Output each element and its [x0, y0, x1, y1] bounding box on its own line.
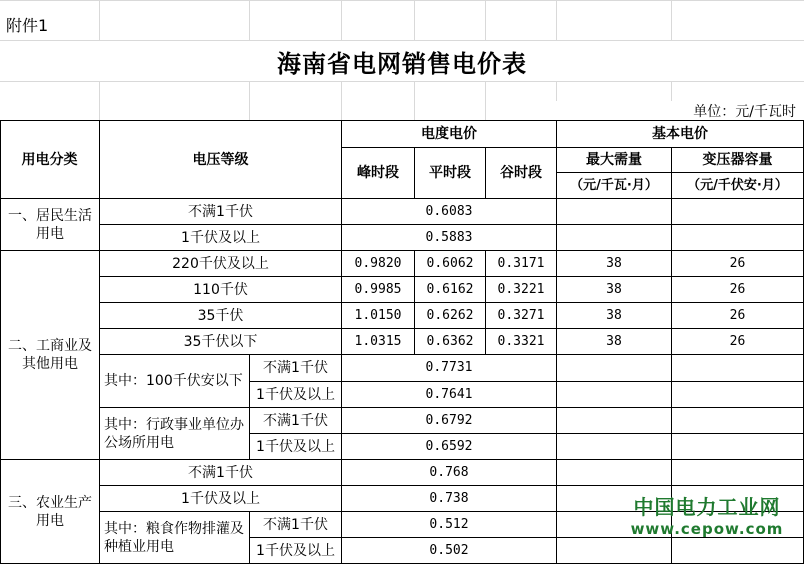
category-residential: 一、居民生活用电 — [8, 207, 92, 242]
peak-cell: 1.0150 — [354, 307, 402, 323]
voltage-cell: 1千伏及以上 — [181, 490, 260, 507]
price-cell: 0.512 — [429, 516, 469, 532]
flat-cell: 0.6262 — [426, 307, 474, 323]
header-max-demand: 最大需量 — [586, 152, 642, 168]
valley-cell: 0.3171 — [497, 255, 545, 271]
voltage-cell: 1千伏及以上 — [256, 542, 335, 559]
category-agriculture: 三、农业生产用电 — [8, 494, 92, 529]
voltage-cell: 1千伏及以上 — [181, 229, 260, 246]
header-flat: 平时段 — [429, 165, 471, 181]
voltage-cell: 不满1千伏 — [188, 464, 253, 481]
header-energy-price: 电度电价 — [421, 126, 477, 142]
voltage-cell: 220千伏及以上 — [172, 255, 269, 272]
header-basic-price: 基本电价 — [652, 126, 708, 142]
peak-cell: 0.9820 — [354, 255, 402, 271]
peak-cell: 1.0315 — [354, 333, 402, 349]
price-cell: 0.5883 — [425, 229, 473, 245]
unit-note: 单位：元/千瓦时 — [693, 104, 796, 120]
voltage-cell: 35千伏以下 — [183, 333, 258, 350]
header-transformer-unit: （元/千伏安·月） — [687, 177, 788, 193]
price-cell: 0.7731 — [425, 360, 473, 375]
price-cell: 0.6083 — [425, 203, 473, 219]
voltage-cell: 不满1千伏 — [263, 412, 328, 429]
demand-cell: 38 — [606, 255, 622, 271]
voltage-cell: 110千伏 — [193, 281, 248, 298]
valley-cell: 0.3321 — [497, 333, 545, 349]
subcategory-small-capacity: 其中：100千伏安以下 — [104, 373, 243, 389]
capacity-cell: 26 — [729, 281, 746, 297]
voltage-cell: 1千伏及以上 — [256, 386, 335, 403]
attachment-label: 附件1 — [6, 16, 49, 35]
valley-cell: 0.3221 — [497, 281, 545, 297]
header-peak: 峰时段 — [357, 165, 399, 181]
voltage-cell: 不满1千伏 — [188, 203, 253, 220]
voltage-cell: 1千伏及以上 — [256, 438, 335, 455]
page-title: 海南省电网销售电价表 — [277, 50, 527, 78]
demand-cell: 38 — [606, 281, 622, 297]
header-valley: 谷时段 — [500, 165, 542, 181]
flat-cell: 0.6162 — [426, 281, 474, 297]
price-cell: 0.502 — [429, 542, 469, 558]
price-cell: 0.7641 — [425, 386, 473, 402]
category-industrial: 二、工商业及其他用电 — [8, 338, 92, 372]
voltage-cell: 35千伏 — [197, 307, 244, 324]
subcategory-government-office: 其中：行政事业单位办公场所用电 — [104, 416, 244, 451]
flat-cell: 0.6362 — [426, 333, 474, 349]
watermark-url: www.cepow.com — [630, 520, 784, 538]
watermark — [612, 495, 802, 539]
capacity-cell: 26 — [729, 307, 746, 323]
header-category: 用电分类 — [21, 151, 78, 168]
flat-cell: 0.6062 — [426, 255, 474, 271]
demand-cell: 38 — [606, 333, 622, 349]
peak-cell: 0.9985 — [354, 281, 402, 297]
valley-cell: 0.3271 — [497, 307, 545, 323]
price-cell: 0.6792 — [425, 412, 473, 428]
subcategory-irrigation: 其中：粮食作物排灌及种植业用电 — [104, 520, 244, 555]
watermark-name: 中国电力工业网 — [633, 495, 781, 519]
voltage-cell: 不满1千伏 — [263, 360, 328, 376]
voltage-cell: 不满1千伏 — [263, 516, 328, 533]
price-cell: 0.6592 — [425, 438, 473, 454]
price-cell: 0.738 — [429, 490, 469, 506]
header-transformer: 变压器容量 — [702, 152, 773, 168]
demand-cell: 38 — [606, 307, 622, 323]
price-cell: 0.768 — [429, 464, 469, 480]
header-max-demand-unit: （元/千瓦·月） — [570, 177, 658, 193]
capacity-cell: 26 — [729, 255, 746, 271]
capacity-cell: 26 — [729, 333, 746, 349]
header-voltage: 电压等级 — [192, 151, 249, 168]
